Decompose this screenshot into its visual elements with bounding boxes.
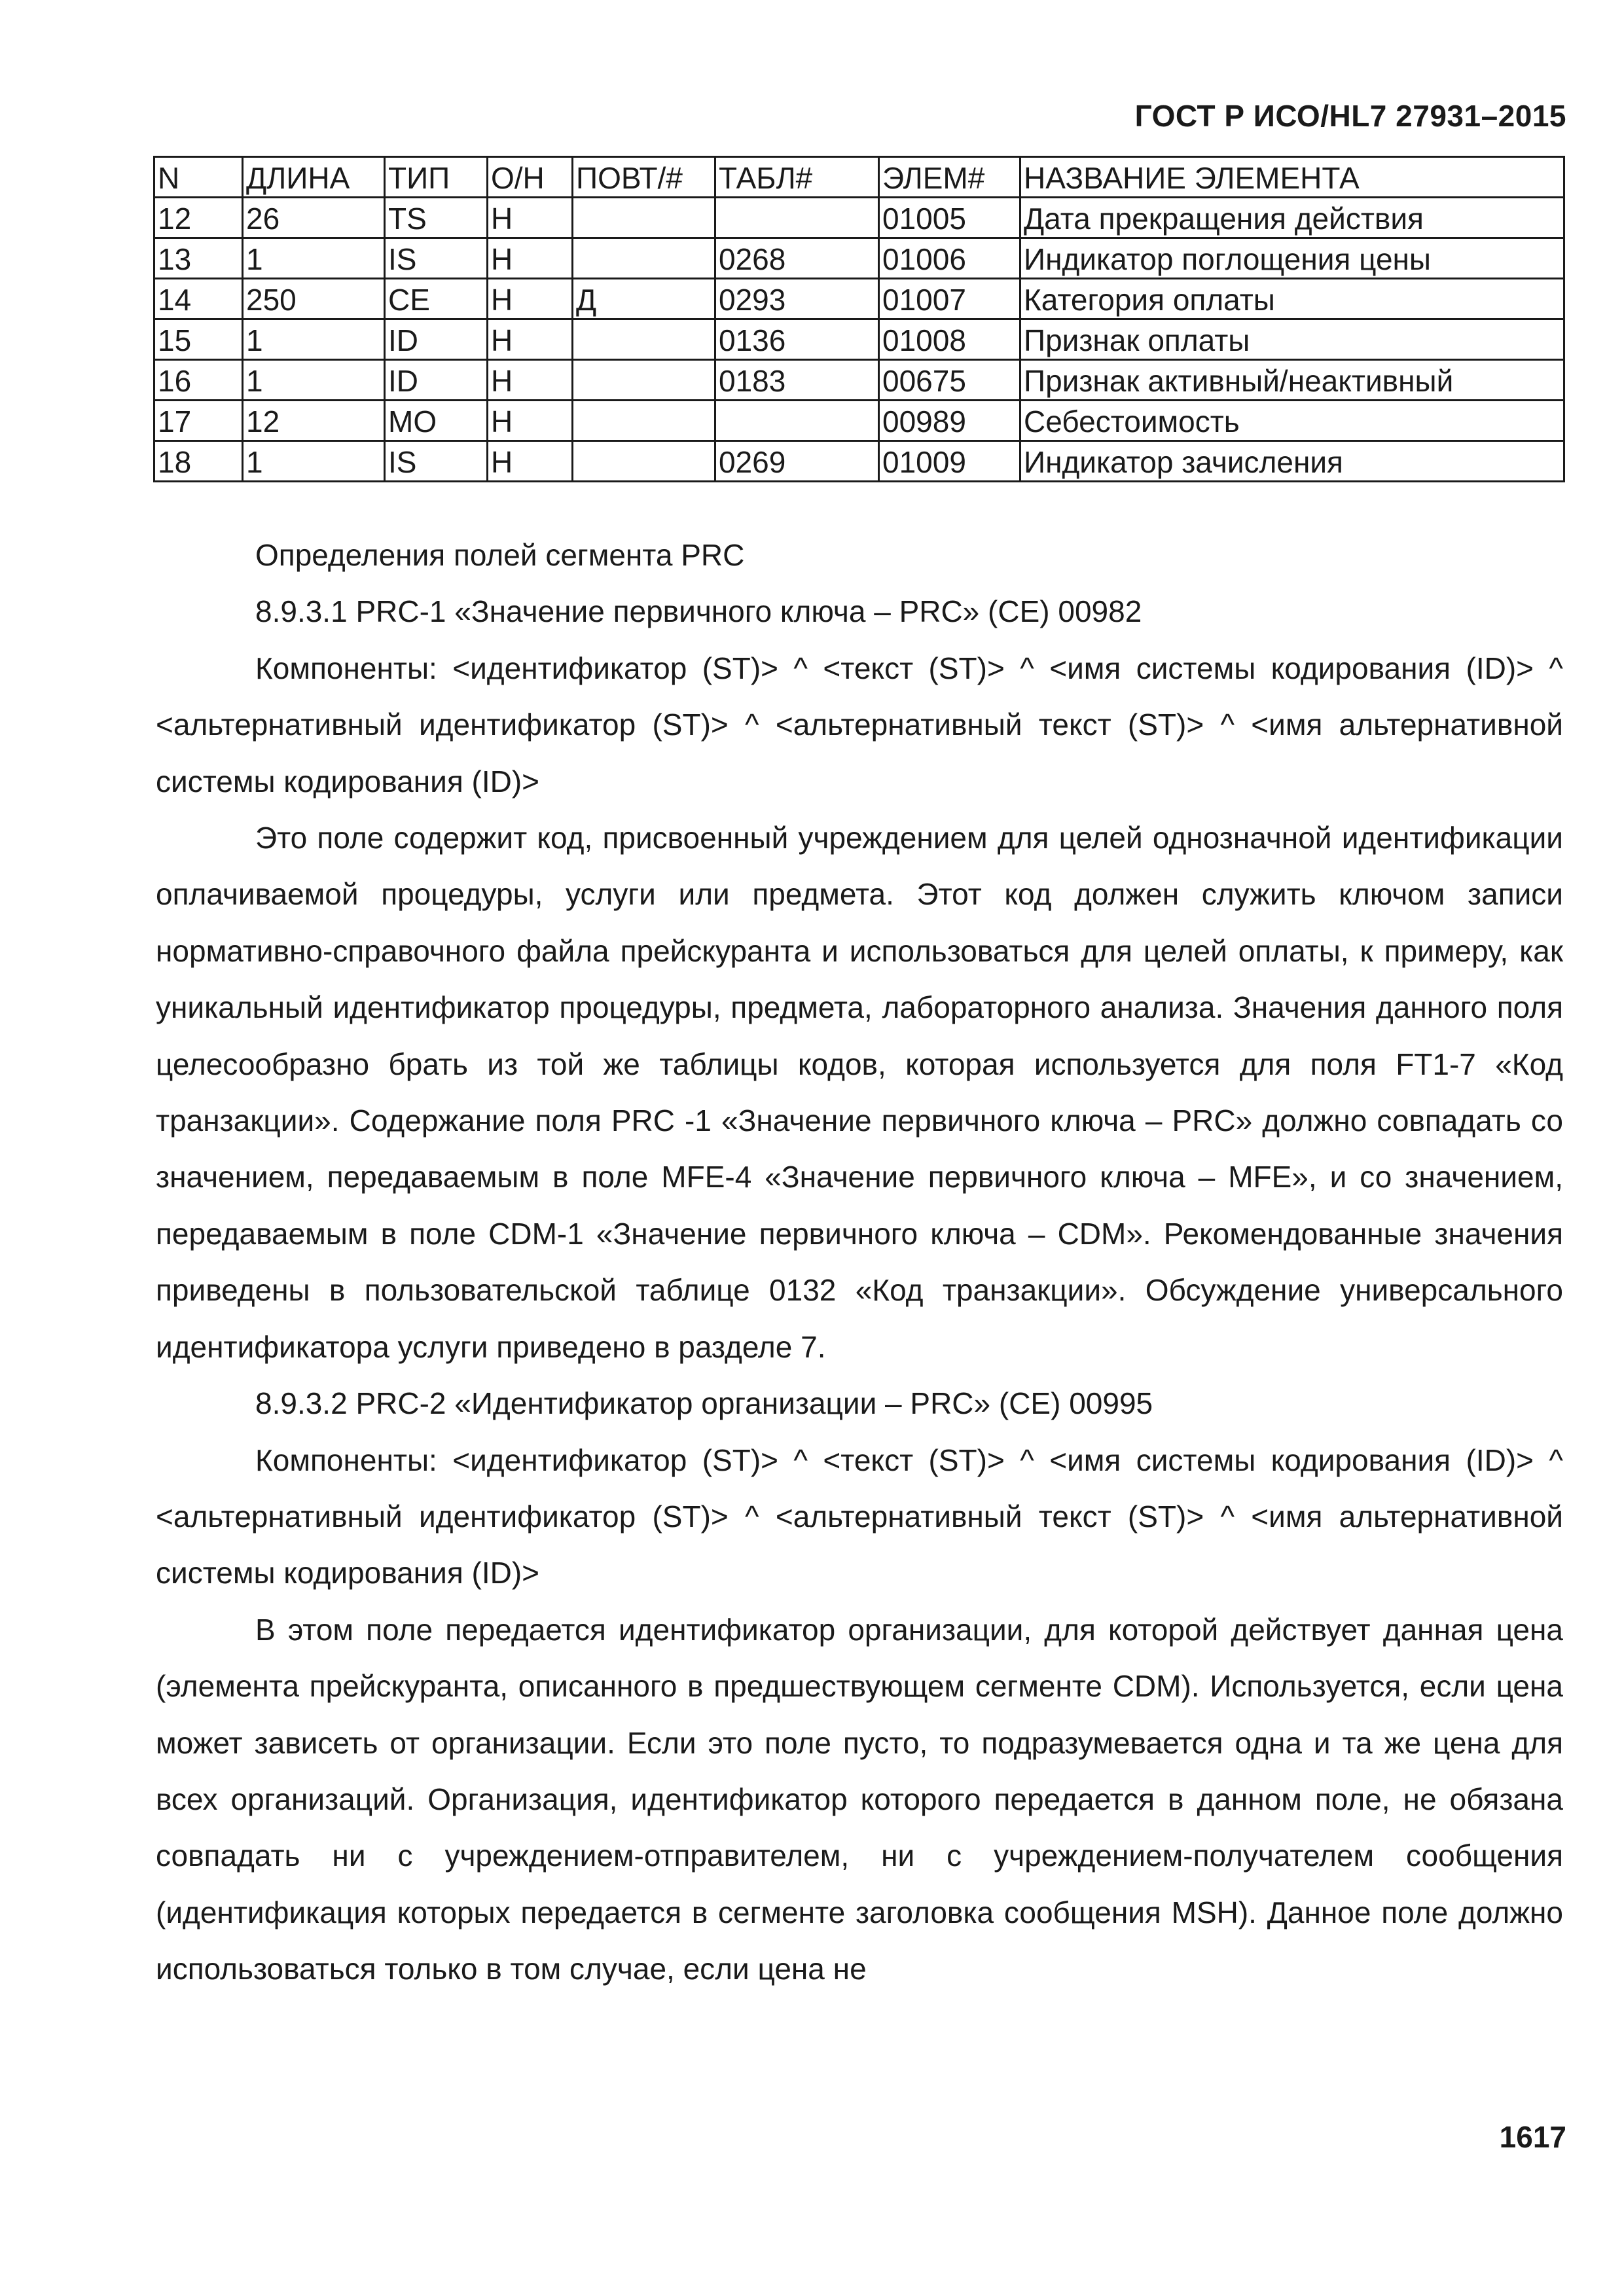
components-paragraph: Компоненты: <идентификатор (ST)> ^ <текст (ST)> ^ <имя системы кодирования (ID)> ^ <альтернативный идентификатор (ST)> ^ <альтернативный текст (ST)> ^ <имя альтернативной системы кодирования (ID)> xyxy=(156,1443,1563,1590)
table-row xyxy=(154,279,1564,319)
cell-element-name: Признак активный/неактивный xyxy=(1020,360,1564,401)
table-row xyxy=(154,198,1564,238)
cell-length: 1 xyxy=(243,441,385,482)
cell-n: 13 xyxy=(154,238,243,279)
components-paragraph: Компоненты: <идентификатор (ST)> ^ <текст (ST)> ^ <имя системы кодирования (ID)> ^ <альтернативный идентификатор (ST)> ^ <альтернативный текст (ST)> ^ <имя альтернативной системы кодирования (ID)> xyxy=(156,651,1563,798)
cell-element: 00989 xyxy=(879,401,1020,441)
col-header-element: ЭЛЕМ# xyxy=(879,157,1020,198)
document-code: ГОСТ Р ИСО/HL7 27931–2015 xyxy=(1134,99,1566,133)
table-row xyxy=(154,238,1564,279)
cell-element-name: Индикатор поглощения цены xyxy=(1020,238,1564,279)
segment-fields-table xyxy=(153,156,1565,482)
col-header-element-name: НАЗВАНИЕ ЭЛЕМЕНТА xyxy=(1020,157,1564,198)
cell-repeat xyxy=(573,360,715,401)
cell-element-name: Дата прекращения действия xyxy=(1020,198,1564,238)
cell-repeat xyxy=(573,441,715,482)
col-header-table: ТАБЛ# xyxy=(715,157,879,198)
cell-n: 16 xyxy=(154,360,243,401)
description-paragraph: Это поле содержит код, присвоенный учреждением для целей однозначной идентификации оплачиваемой процедуры, услуги или предмета. Этот код должен служить ключом записи нормативно-справочного файла прейскуранта и использоваться для целей оплаты, к примеру, как уникальный идентификатор процедуры, предмета, лабораторного анализа. Значения данного поля целесообразно брать из той же таблицы кодов, которая используется для поля FT1-7 «Код транзакции». Содержание поля PRC -1 «Значение первичного ключа – PRC» должно совпадать со значением, передаваемым в поле MFE-4 «Значение первичного ключа – MFE», и со значением, передаваемым в поле CDM-1 «Значение первичного ключа – CDM». Рекомендованные значения приведены в пользовательской таблице 0132 «Код транзакции». Обсуждение универсального идентификатора услуги приведено в разделе 7. xyxy=(156,821,1563,1364)
cell-optionality: Н xyxy=(488,441,573,482)
table-row xyxy=(154,360,1564,401)
table-row xyxy=(154,401,1564,441)
cell-optionality: Н xyxy=(488,238,573,279)
cell-type: CE xyxy=(385,279,488,319)
cell-length: 1 xyxy=(243,238,385,279)
cell-table xyxy=(715,198,879,238)
cell-length: 26 xyxy=(243,198,385,238)
cell-optionality: Н xyxy=(488,360,573,401)
table-row xyxy=(154,441,1564,482)
cell-n: 12 xyxy=(154,198,243,238)
cell-length: 1 xyxy=(243,360,385,401)
cell-type: ID xyxy=(385,319,488,360)
cell-element: 00675 xyxy=(879,360,1020,401)
cell-type: ID xyxy=(385,360,488,401)
description-paragraph: В этом поле передается идентификатор организации, для которой действует данная цена (элемента прейскуранта, описанного в предшествующем сегменте CDM). Используется, если цена может зависеть от организации. Если это поле пусто, то подразумевается одна и та же цена для всех организаций. Организация, идентификатор которого передается в данном поле, не обязана совпадать ни с учреждением-отправителем, ни с учреждением-получателем сообщения (идентификация которых передается в сегменте заголовка сообщения MSH). Данное поле должно использоваться только в том случае, если цена не xyxy=(156,1612,1563,1986)
cell-repeat xyxy=(573,238,715,279)
cell-element: 01007 xyxy=(879,279,1020,319)
cell-table: 0269 xyxy=(715,441,879,482)
cell-n: 17 xyxy=(154,401,243,441)
table-row xyxy=(154,319,1564,360)
cell-repeat xyxy=(573,198,715,238)
cell-table xyxy=(715,401,879,441)
cell-type: IS xyxy=(385,238,488,279)
section-heading: Определения полей сегмента PRC xyxy=(255,538,745,572)
cell-repeat: Д xyxy=(573,279,715,319)
col-header-optionality: О/Н xyxy=(488,157,573,198)
cell-length: 1 xyxy=(243,319,385,360)
table-header-row xyxy=(154,157,1564,198)
cell-table: 0183 xyxy=(715,360,879,401)
cell-element: 01006 xyxy=(879,238,1020,279)
cell-table: 0293 xyxy=(715,279,879,319)
cell-length: 250 xyxy=(243,279,385,319)
cell-element-name: Себестоимость xyxy=(1020,401,1564,441)
cell-element-name: Индикатор зачисления xyxy=(1020,441,1564,482)
cell-repeat xyxy=(573,319,715,360)
field-heading-prc-1: 8.9.3.1 PRC-1 «Значение первичного ключа – PRC» (CE) 00982 xyxy=(255,594,1142,629)
col-header-n: N xyxy=(154,157,243,198)
cell-table: 0268 xyxy=(715,238,879,279)
cell-optionality: Н xyxy=(488,198,573,238)
cell-optionality: Н xyxy=(488,401,573,441)
col-header-type: ТИП xyxy=(385,157,488,198)
cell-repeat xyxy=(573,401,715,441)
cell-length: 12 xyxy=(243,401,385,441)
cell-n: 14 xyxy=(154,279,243,319)
cell-n: 18 xyxy=(154,441,243,482)
page-number: 1617 xyxy=(1499,2120,1566,2154)
cell-element: 01009 xyxy=(879,441,1020,482)
cell-element-name: Признак оплаты xyxy=(1020,319,1564,360)
cell-element: 01008 xyxy=(879,319,1020,360)
cell-optionality: Н xyxy=(488,319,573,360)
col-header-repeat: ПОВТ/# xyxy=(573,157,715,198)
field-heading-prc-2: 8.9.3.2 PRC-2 «Идентификатор организации – PRC» (CE) 00995 xyxy=(255,1386,1153,1421)
cell-element-name: Категория оплаты xyxy=(1020,279,1564,319)
body-text xyxy=(156,527,1563,1998)
col-header-length: ДЛИНА xyxy=(243,157,385,198)
cell-element: 01005 xyxy=(879,198,1020,238)
cell-optionality: Н xyxy=(488,279,573,319)
cell-n: 15 xyxy=(154,319,243,360)
cell-type: TS xyxy=(385,198,488,238)
cell-table: 0136 xyxy=(715,319,879,360)
cell-type: MO xyxy=(385,401,488,441)
cell-type: IS xyxy=(385,441,488,482)
